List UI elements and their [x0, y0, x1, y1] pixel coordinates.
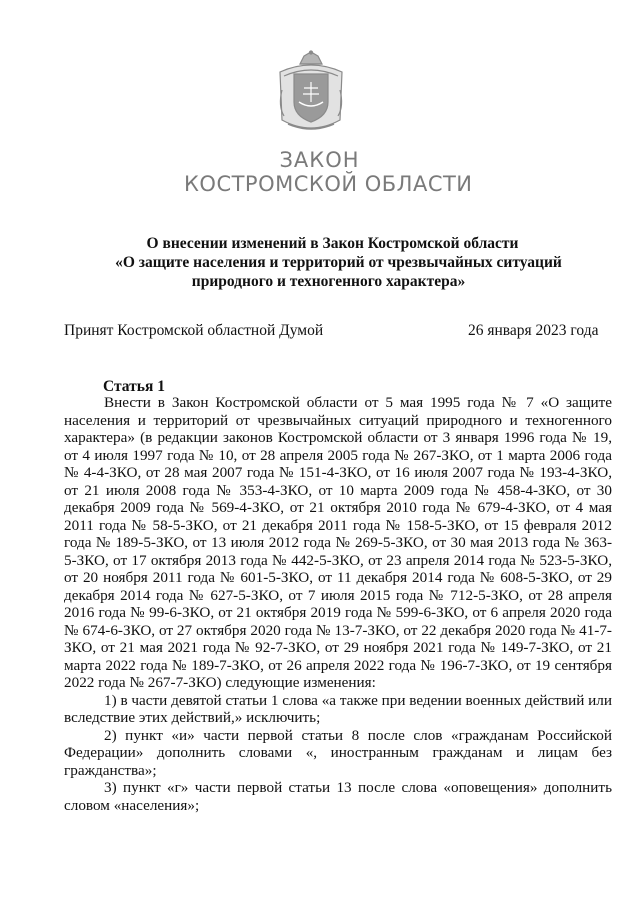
document-heading: [0, 234, 639, 291]
article-item: 1) в части девятой статьи 1 слова «а также при ведении военных действий или вследствие этих действий,» исключить;: [64, 691, 612, 726]
article-intro: Внести в Закон Костромской области от 5 мая 1995 года № 7 «О защите населения и территорий от чрезвычайных ситуаций природного и техногенного характера» (в редакции законов Костромской области от 3 января 1996 года № 19, от 4 июля 1997 года № 10, от 28 апреля 2005 года № 267-ЗКО, от 1 марта 2006 года № 4-4-ЗКО, от 28 мая 2007 года № 151-4-ЗКО, от 16 июля 2007 года № 193-4-ЗКО, от 21 июля 2008 года № 353-4-ЗКО, от 10 марта 2009 года № 458-4-ЗКО, от 30 декабря 2009 года № 569-4-ЗКО, от 21 октября 2010 года № 679-4-ЗКО, от 4 мая 2011 года № 58-5-ЗКО, от 21 декабря 2011 года № 158-5-ЗКО, от 15 февраля 2012 года № 189-5-ЗКО, от 13 июля 2012 года № 269-5-ЗКО, от 30 мая 2013 года № 363-5-ЗКО, от 17 октября 2013 года № 442-5-ЗКО, от 23 апреля 2014 года № 523-5-ЗКО, от 20 ноября 2011 года № 601-5-ЗКО, от 11 декабря 2014 года № 608-5-ЗКО, от 29 декабря 2014 года № 627-5-ЗКО, от 7 июля 2015 года № 712-5-ЗКО, от 28 апреля 2016 года № 99-6-ЗКО, от 21 октября 2019 года № 599-6-ЗКО, от 6 апреля 2020 года № 674-6-ЗКО, от 27 октября 2020 года № 13-7-ЗКО, от 22 декабря 2020 года № 41-7-ЗКО, от 21 мая 2021 года № 92-7-ЗКО, от 29 ноября 2021 года № 149-7-ЗКО, от 21 марта 2022 года № 189-7-ЗКО, от 26 апреля 2022 года № 196-7-ЗКО, от 19 сентября 2022 года № 267-7-ЗКО) следующие изменения:: [64, 394, 612, 691]
article-item: 3) пункт «г» части первой статьи 13 после слова «оповещения» дополнить словом «населения»;: [64, 779, 612, 814]
article-body: [64, 394, 612, 814]
coat-of-arms-icon: [274, 50, 348, 136]
heading-line3: природного и техногенного характера»: [191, 273, 466, 290]
law-title-line2: КОСТРОМСКОЙ ОБЛАСТИ: [184, 172, 473, 196]
heading-line1: О внесении изменений в Закон Костромской области: [146, 235, 519, 252]
article-item: 2) пункт «и» части первой статьи 8 после слов «гражданам Российской Федерации» дополнить словами «, иностранным гражданам и лицам без гражданства»;: [64, 726, 612, 779]
adoption-date: 26 января 2023 года: [468, 322, 599, 339]
heading-line2: «О защите населения и территорий от чрезвычайных ситуаций: [115, 254, 562, 271]
law-title-line1: ЗАКОН: [279, 148, 360, 172]
adopted-by: Принят Костромской областной Думой: [64, 322, 324, 339]
article-title: Статья 1: [103, 378, 165, 395]
